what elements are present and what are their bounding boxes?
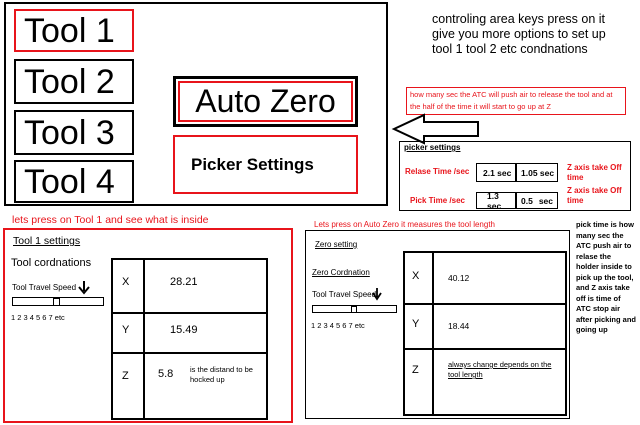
tool-2-button[interactable] bbox=[14, 59, 134, 104]
zero-x-value[interactable]: 40.12 bbox=[448, 273, 470, 283]
pick-time-value-2: 0.5 bbox=[521, 195, 533, 206]
zero-cordnation-label: Zero Cordnation bbox=[312, 268, 370, 277]
tool1-cordnations-label: Tool cordnations bbox=[11, 257, 92, 269]
pick-time-label: Pick Time /sec bbox=[410, 196, 465, 205]
tool1-z-note: is the distand to be hocked up bbox=[190, 365, 253, 384]
press-autozero-caption: Lets press on Auto Zero it measures the tool length bbox=[314, 220, 495, 229]
zero-x-label: X bbox=[412, 270, 420, 282]
z-takeoff-label-2: Z axis take Off time bbox=[567, 186, 622, 205]
pick-time-unit-2: sec bbox=[538, 195, 554, 206]
tool-3-button[interactable] bbox=[14, 110, 134, 155]
picker-settings-title: picker settings bbox=[404, 143, 461, 152]
tool1-speed-down-arrow-icon bbox=[78, 281, 90, 295]
zero-speed-scale: 1 2 3 4 5 6 7 etc bbox=[311, 321, 365, 330]
pick-time-field-2[interactable] bbox=[516, 192, 558, 209]
auto-zero-label: Auto Zero bbox=[195, 83, 336, 119]
controlling-note: controling area keys press on it give you more options to set up tool 1 tool 2 etc condnations bbox=[432, 12, 606, 56]
tool1-z-label: Z bbox=[122, 370, 129, 382]
tool1-y-label: Y bbox=[122, 324, 130, 336]
tool1-speed-scale: 1 2 3 4 5 6 7 etc bbox=[11, 313, 65, 322]
zero-z-label: Z bbox=[412, 364, 419, 376]
zero-speed-label: Tool Travel Speed bbox=[312, 290, 377, 299]
tool1-settings-title: Tool 1 settings bbox=[13, 235, 81, 247]
tool1-speed-slider[interactable] bbox=[12, 297, 104, 306]
zero-setting-title: Zero setting bbox=[315, 240, 358, 249]
tool-1-label: Tool 1 bbox=[24, 11, 115, 50]
tool-4-label: Tool 4 bbox=[24, 162, 115, 201]
zero-speed-slider-thumb[interactable] bbox=[351, 306, 357, 313]
tool1-x-value[interactable]: 28.21 bbox=[170, 276, 198, 288]
release-time-value-2: 1.05 sec bbox=[521, 167, 555, 178]
zero-speed-slider[interactable] bbox=[312, 305, 397, 313]
pick-time-field-1[interactable] bbox=[476, 192, 516, 209]
release-time-label: Relase Time /sec bbox=[405, 167, 470, 176]
tool1-speed-slider-thumb[interactable] bbox=[53, 298, 60, 306]
zero-speed-down-arrow-icon bbox=[372, 288, 382, 301]
auto-zero-button[interactable] bbox=[173, 76, 358, 127]
tool-2-label: Tool 2 bbox=[24, 62, 115, 101]
tool-4-button[interactable] bbox=[14, 160, 134, 203]
atc-air-note: how many sec the ATC will push air to release the tool and at the half of the time it will start to go up at Z bbox=[406, 87, 626, 115]
release-time-field-2[interactable] bbox=[516, 163, 558, 182]
tool1-y-value[interactable]: 15.49 bbox=[170, 324, 198, 336]
tool-1-button[interactable] bbox=[14, 9, 134, 52]
picker-settings-label: Picker Settings bbox=[191, 154, 314, 174]
release-time-field-1[interactable] bbox=[476, 163, 516, 182]
release-time-value-1: 2.1 sec bbox=[483, 167, 512, 178]
tool1-z-value[interactable]: 5.8 bbox=[158, 368, 174, 380]
auto-zero-inner-frame bbox=[178, 81, 353, 122]
zero-coord-table bbox=[403, 251, 567, 416]
press-tool1-caption: lets press on Tool 1 and see what is inside bbox=[12, 214, 209, 226]
tool1-x-label: X bbox=[122, 276, 130, 288]
pick-time-note: pick time is how many sec the ATC push air to relase the holder inside to pick up the tool, and Z axis take off is time of ATC stop air after picking and going up bbox=[576, 220, 637, 334]
zero-y-value[interactable]: 18.44 bbox=[448, 321, 470, 331]
tool-3-label: Tool 3 bbox=[24, 113, 115, 152]
tool1-speed-label: Tool Travel Speed bbox=[12, 283, 77, 292]
zero-z-note: always change depends on the tool length bbox=[448, 360, 552, 379]
pick-time-value-1: 1.3 sec bbox=[487, 190, 502, 211]
zero-y-label: Y bbox=[412, 318, 420, 330]
picker-settings-button[interactable] bbox=[173, 135, 358, 194]
z-takeoff-label-1: Z axis take Off time bbox=[567, 163, 622, 182]
